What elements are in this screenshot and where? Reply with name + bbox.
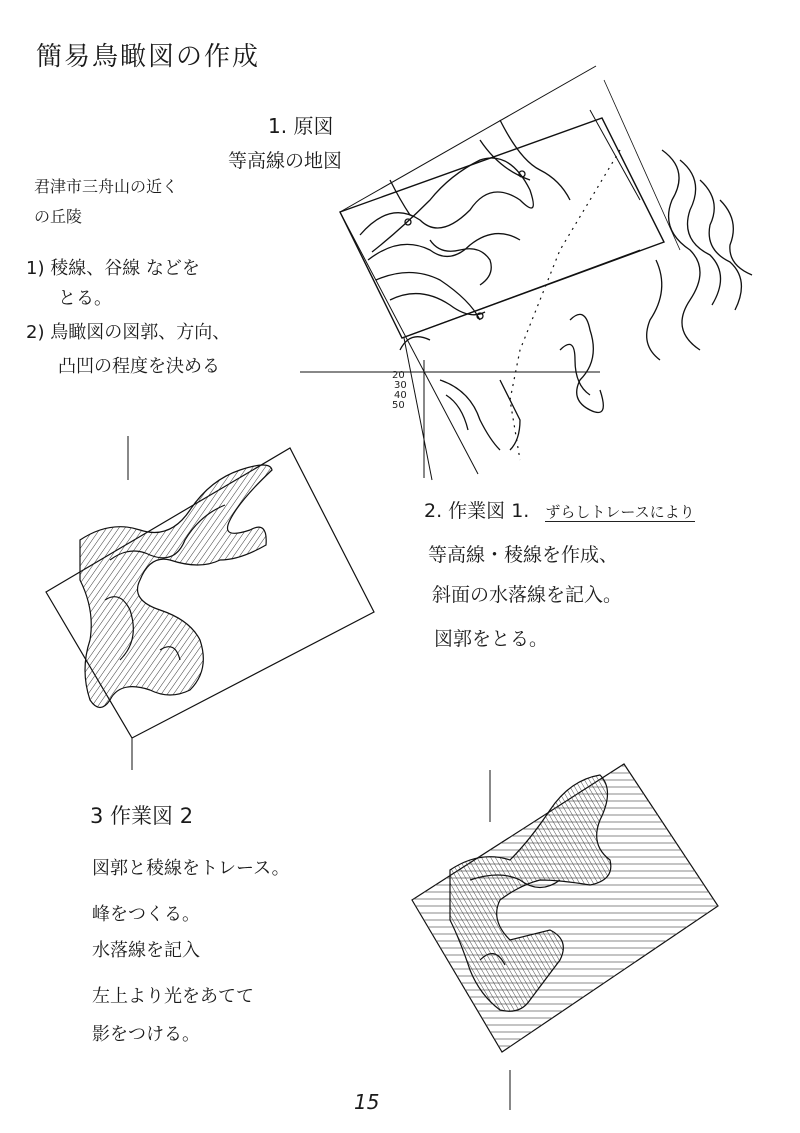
contour-map	[300, 66, 752, 480]
section1-subheading: 等高線の地図	[228, 150, 343, 172]
section3-line-2: 峰をつくる。	[92, 904, 200, 925]
step1-line-2: とる。	[58, 288, 112, 309]
page-title: 簡易鳥瞰図の作成	[36, 42, 261, 72]
section3-line-5: 影をつける。	[92, 1024, 200, 1045]
svg-text:50: 50	[392, 400, 405, 411]
section3-line-1: 図郭と稜線をトレース。	[92, 858, 290, 879]
svg-text:40: 40	[394, 390, 407, 401]
step2-line-2: 凸凹の程度を決める	[58, 356, 220, 377]
work-drawing-2	[412, 764, 718, 1110]
section2-line-1: 等高線・稜線を作成、	[428, 544, 619, 566]
section2-line-2: 斜面の水落線を記入。	[432, 584, 623, 606]
section2-heading-main: 2. 作業図 1.	[424, 500, 530, 522]
section1-heading: 1. 原図	[268, 114, 334, 138]
svg-text:20: 20	[392, 370, 405, 381]
section3-line-3: 水落線を記入	[92, 940, 200, 961]
location-line-2: の丘陵	[34, 207, 83, 226]
svg-text:30: 30	[394, 380, 407, 391]
scale-tick-labels	[392, 370, 407, 411]
section3-line-4: 左上より光をあてて	[92, 986, 254, 1007]
location-line-1: 君津市三舟山の近く	[34, 177, 179, 196]
step2-line-1: 2) 鳥瞰図の図郭、方向、	[26, 322, 231, 343]
page-number: 15	[354, 1090, 380, 1114]
section3-heading: 3 作業図 2	[90, 804, 194, 828]
step1-line-1: 1) 稜線、谷線 などを	[26, 258, 200, 279]
section2-heading-note: ずらしトレースにより	[545, 503, 695, 521]
section2-line-3: 図郭をとる。	[434, 628, 549, 650]
work-drawing-1	[46, 436, 374, 770]
section2-heading	[424, 496, 695, 523]
